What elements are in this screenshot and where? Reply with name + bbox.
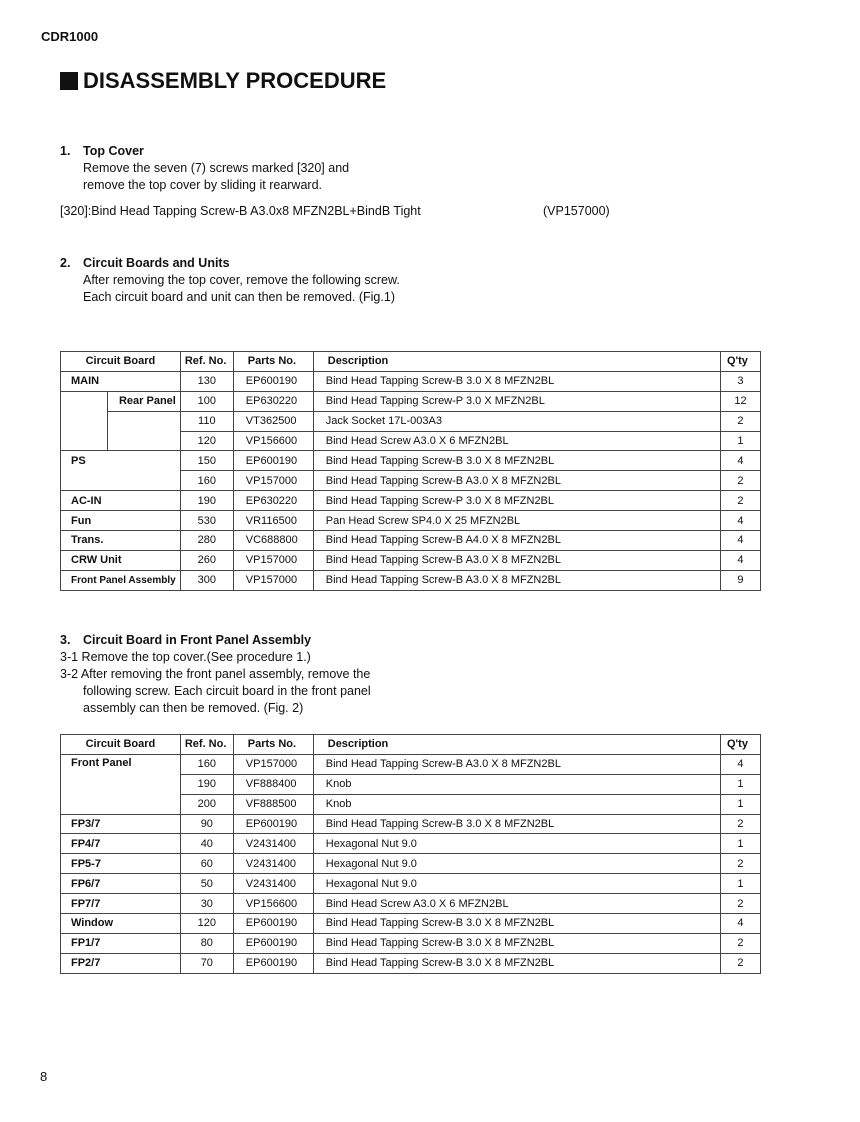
section-heading: Top Cover: [83, 144, 144, 158]
title-square-icon: [60, 72, 78, 90]
header-description: Description: [313, 352, 720, 372]
cell-ref: 260: [180, 550, 233, 570]
cell-qty: 1: [720, 774, 760, 794]
cell-ref: 100: [180, 391, 233, 411]
cell-desc: Hexagonal Nut 9.0: [313, 834, 720, 854]
cell-qty: 2: [720, 933, 760, 953]
table-row: [61, 471, 761, 491]
table-header-row: [61, 735, 761, 755]
cell-ref: 70: [180, 953, 233, 973]
cell-ref: 30: [180, 894, 233, 914]
cell-desc: Bind Head Tapping Screw-P 3.0 X 8 MFZN2BL: [313, 491, 720, 511]
cell-board: AC-IN: [61, 491, 181, 511]
table-row: [61, 531, 761, 551]
cell-part: EP600190: [233, 933, 313, 953]
table-row: [61, 854, 761, 874]
cell-part: VP157000: [233, 570, 313, 590]
cell-qty: 9: [720, 570, 760, 590]
cell-ref: 40: [180, 834, 233, 854]
cell-board: Front Panel Assembly: [61, 570, 181, 590]
cell-desc: Bind Head Tapping Screw-B A3.0 X 8 MFZN2BL: [313, 471, 720, 491]
table-row: [61, 371, 761, 391]
header-qty: Q'ty: [720, 735, 760, 755]
table-row: [61, 391, 761, 411]
cell-part: EP630220: [233, 391, 313, 411]
cell-qty: 1: [720, 431, 760, 451]
table-row: [61, 914, 761, 934]
cell-qty: 4: [720, 531, 760, 551]
cell-qty: 2: [720, 894, 760, 914]
cell-desc: Bind Head Tapping Screw-B 3.0 X 8 MFZN2BL: [313, 814, 720, 834]
cell-ref: 530: [180, 511, 233, 531]
cell-board: CRW Unit: [61, 550, 181, 570]
cell-ref: 110: [180, 411, 233, 431]
step-text: 3-1 Remove the top cover.(See procedure 1.): [60, 650, 311, 664]
cell-board: PS: [61, 451, 181, 471]
cell-qty: 4: [720, 451, 760, 471]
cell-board-empty: [61, 471, 181, 491]
cell-desc: Bind Head Screw A3.0 X 6 MFZN2BL: [313, 894, 720, 914]
cell-ref: 150: [180, 451, 233, 471]
cell-part: VP156600: [233, 894, 313, 914]
table-row: [61, 894, 761, 914]
cell-qty: 3: [720, 371, 760, 391]
parts-table-main: [60, 351, 761, 591]
cell-board-empty: [61, 391, 108, 451]
table-row: [61, 570, 761, 590]
cell-qty: 1: [720, 834, 760, 854]
screw-note: [60, 204, 620, 218]
cell-qty: 2: [720, 814, 760, 834]
step-text: following screw. Each circuit board in the front panel: [83, 684, 371, 698]
cell-qty: 4: [720, 754, 760, 774]
step-text: 3-2 After removing the front panel assembly, remove the: [60, 667, 371, 681]
step-text: assembly can then be removed. (Fig. 2): [83, 701, 304, 715]
cell-board: FP3/7: [61, 814, 181, 834]
table-row: [61, 834, 761, 854]
cell-part: VF888500: [233, 794, 313, 814]
cell-sub-board: Rear Panel: [107, 391, 180, 411]
table-header-row: [61, 352, 761, 372]
section-heading: Circuit Board in Front Panel Assembly: [83, 633, 312, 647]
cell-part: EP600190: [233, 914, 313, 934]
cell-ref: 280: [180, 531, 233, 551]
cell-desc: Bind Head Tapping Screw-B A3.0 X 8 MFZN2BL: [313, 754, 720, 774]
table-row: [61, 431, 761, 451]
cell-ref: 80: [180, 933, 233, 953]
cell-desc: Hexagonal Nut 9.0: [313, 874, 720, 894]
cell-part: VP157000: [233, 471, 313, 491]
section-text: Remove the seven (7) screws marked [320] and: [83, 161, 350, 175]
cell-desc: Bind Head Tapping Screw-B A4.0 X 8 MFZN2BL: [313, 531, 720, 551]
section-text: After removing the top cover, remove the following screw.: [83, 273, 400, 287]
cell-board: FP6/7: [61, 874, 181, 894]
header-ref-no: Ref. No.: [180, 735, 233, 755]
page-number: 8: [40, 1069, 48, 1084]
cell-ref: 190: [180, 774, 233, 794]
cell-desc: Knob: [313, 774, 720, 794]
cell-board: FP1/7: [61, 933, 181, 953]
cell-desc: Bind Head Screw A3.0 X 6 MFZN2BL: [313, 431, 720, 451]
cell-board: FP5-7: [61, 854, 181, 874]
cell-desc: Bind Head Tapping Screw-P 3.0 X MFZN2BL: [313, 391, 720, 411]
cell-part: VR116500: [233, 511, 313, 531]
cell-part: EP630220: [233, 491, 313, 511]
cell-ref: 200: [180, 794, 233, 814]
page-title: [60, 68, 386, 94]
cell-qty: 2: [720, 854, 760, 874]
header-parts-no: Parts No.: [233, 735, 313, 755]
cell-sub-empty: [107, 431, 180, 451]
header-description: Description: [313, 735, 720, 755]
screw-description: [320]:Bind Head Tapping Screw-B A3.0x8 MFZN2BL+BindB Tight: [60, 204, 421, 218]
cell-desc: Bind Head Tapping Screw-B 3.0 X 8 MFZN2BL: [313, 914, 720, 934]
parts-table-front-panel: [60, 734, 761, 974]
cell-ref: 120: [180, 431, 233, 451]
cell-board: Window: [61, 914, 181, 934]
table-row: [61, 814, 761, 834]
cell-qty: 4: [720, 914, 760, 934]
cell-ref: 300: [180, 570, 233, 590]
page-title-text: DISASSEMBLY PROCEDURE: [83, 68, 387, 93]
section-number: 1.: [60, 144, 71, 158]
table-row: [61, 754, 761, 774]
cell-part: VP156600: [233, 431, 313, 451]
section-heading: Circuit Boards and Units: [83, 256, 230, 270]
cell-part: VC688800: [233, 531, 313, 551]
cell-part: V2431400: [233, 834, 313, 854]
cell-qty: 2: [720, 471, 760, 491]
cell-qty: 12: [720, 391, 760, 411]
table-row: [61, 874, 761, 894]
cell-board: Fun: [61, 511, 181, 531]
cell-sub-empty: [107, 411, 180, 431]
header-circuit-board: Circuit Board: [61, 352, 181, 372]
cell-qty: 1: [720, 794, 760, 814]
cell-desc: Pan Head Screw SP4.0 X 25 MFZN2BL: [313, 511, 720, 531]
section-circuit-boards: [60, 255, 400, 306]
table-row: [61, 550, 761, 570]
cell-board: Trans.: [61, 531, 181, 551]
cell-qty: 2: [720, 953, 760, 973]
cell-desc: Bind Head Tapping Screw-B 3.0 X 8 MFZN2BL: [313, 451, 720, 471]
cell-part: VT362500: [233, 411, 313, 431]
section-number: 3.: [60, 633, 71, 647]
cell-desc: Jack Socket 17L-003A3: [313, 411, 720, 431]
cell-ref: 160: [180, 754, 233, 774]
cell-board: MAIN: [61, 371, 181, 391]
header-qty: Q'ty: [720, 352, 760, 372]
cell-desc: Bind Head Tapping Screw-B 3.0 X 8 MFZN2BL: [313, 933, 720, 953]
cell-desc: Bind Head Tapping Screw-B A3.0 X 8 MFZN2BL: [313, 550, 720, 570]
cell-ref: 190: [180, 491, 233, 511]
cell-board: FP4/7: [61, 834, 181, 854]
header-ref-no: Ref. No.: [180, 352, 233, 372]
cell-part: V2431400: [233, 854, 313, 874]
cell-qty: 4: [720, 511, 760, 531]
header-parts-no: Parts No.: [233, 352, 313, 372]
section-text: remove the top cover by sliding it rearward.: [83, 178, 322, 192]
cell-desc: Hexagonal Nut 9.0: [313, 854, 720, 874]
cell-qty: 1: [720, 874, 760, 894]
cell-part: VP157000: [233, 550, 313, 570]
section-text: Each circuit board and unit can then be removed. (Fig.1): [83, 290, 395, 304]
cell-desc: Bind Head Tapping Screw-B A3.0 X 8 MFZN2BL: [313, 570, 720, 590]
cell-desc: Bind Head Tapping Screw-B 3.0 X 8 MFZN2BL: [313, 371, 720, 391]
cell-board: Front Panel: [61, 754, 181, 814]
cell-ref: 130: [180, 371, 233, 391]
cell-part: EP600190: [233, 371, 313, 391]
cell-qty: 2: [720, 491, 760, 511]
cell-part: V2431400: [233, 874, 313, 894]
cell-ref: 60: [180, 854, 233, 874]
table-row: [61, 491, 761, 511]
table-row: [61, 511, 761, 531]
cell-part: EP600190: [233, 814, 313, 834]
section-number: 2.: [60, 256, 71, 270]
table-row: [61, 411, 761, 431]
cell-part: VF888400: [233, 774, 313, 794]
screw-part-code: (VP157000): [543, 204, 610, 218]
table-row: [61, 953, 761, 973]
cell-board: FP7/7: [61, 894, 181, 914]
cell-qty: 2: [720, 411, 760, 431]
cell-ref: 90: [180, 814, 233, 834]
table-row: [61, 451, 761, 471]
cell-ref: 160: [180, 471, 233, 491]
cell-ref: 120: [180, 914, 233, 934]
cell-part: EP600190: [233, 451, 313, 471]
cell-board: FP2/7: [61, 953, 181, 973]
cell-ref: 50: [180, 874, 233, 894]
model-name: CDR1000: [41, 29, 99, 44]
cell-part: VP157000: [233, 754, 313, 774]
header-circuit-board: Circuit Board: [61, 735, 181, 755]
table-row: [61, 933, 761, 953]
cell-desc: Bind Head Tapping Screw-B 3.0 X 8 MFZN2BL: [313, 953, 720, 973]
cell-qty: 4: [720, 550, 760, 570]
cell-desc: Knob: [313, 794, 720, 814]
section-front-panel: [60, 632, 371, 717]
section-top-cover: [60, 143, 349, 194]
cell-part: EP600190: [233, 953, 313, 973]
